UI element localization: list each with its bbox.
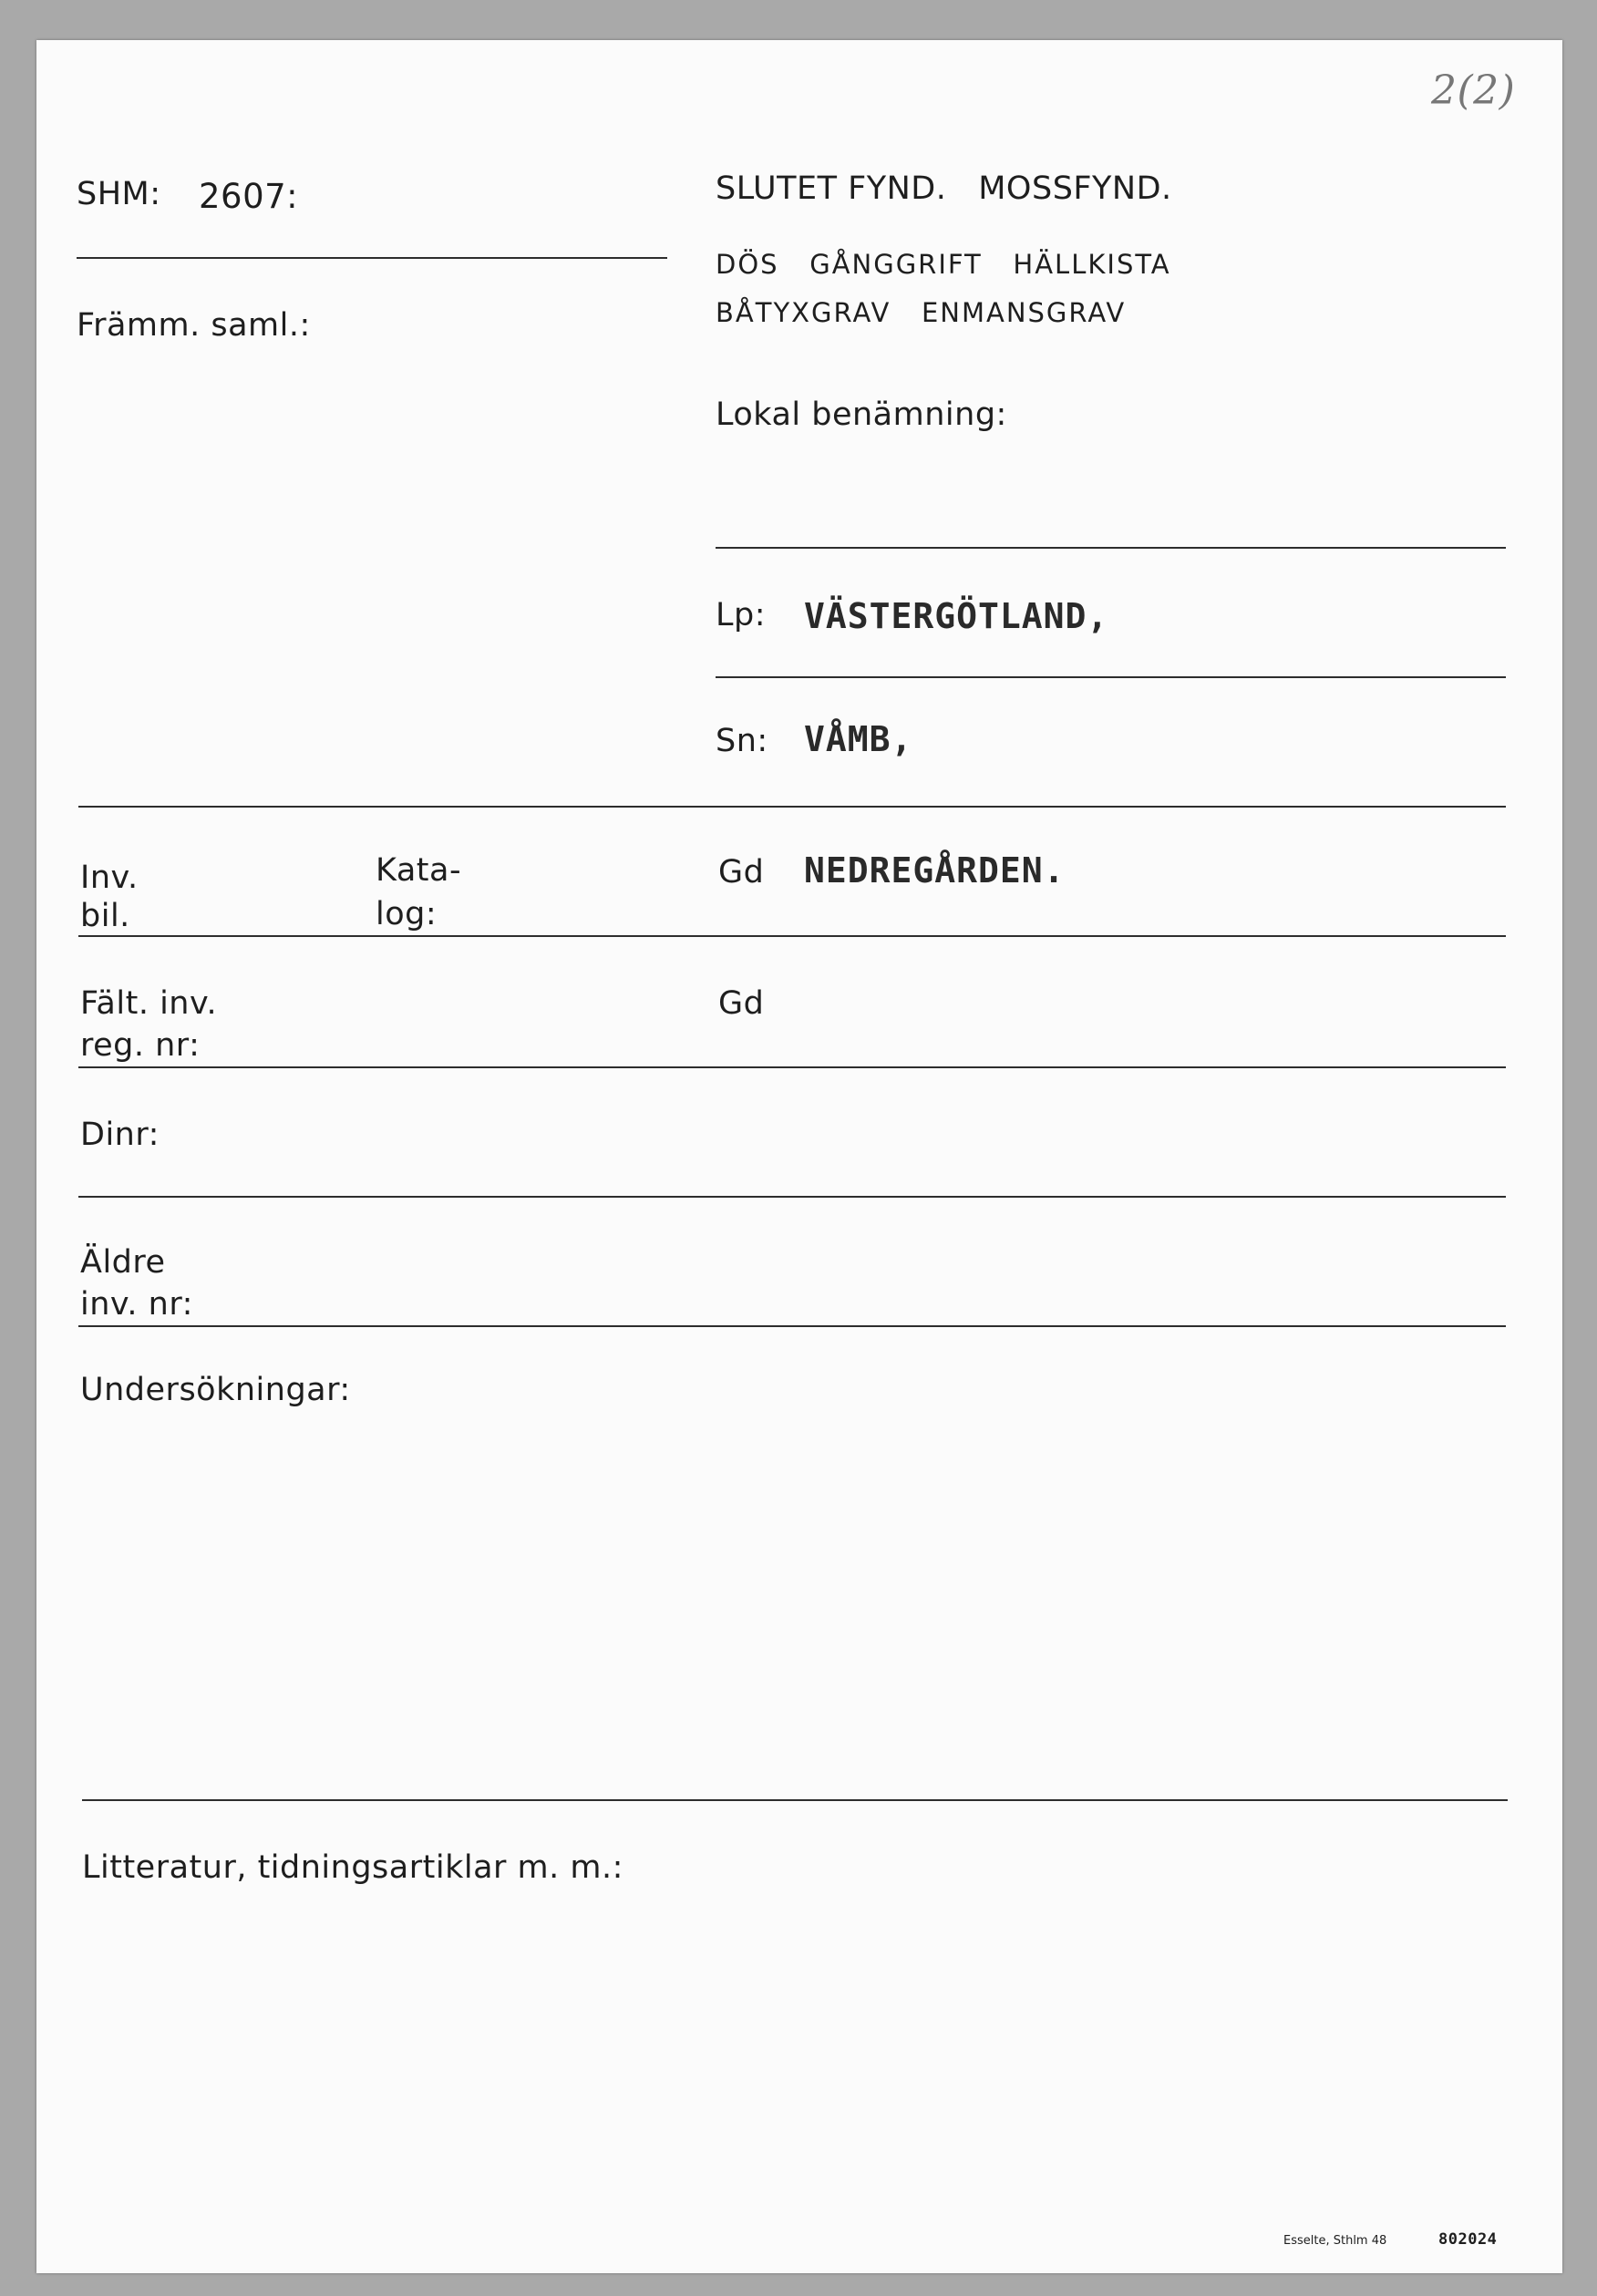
lp-underline <box>716 676 1506 678</box>
framm-saml-label: Främm. saml.: <box>77 307 311 344</box>
inv-nr-label: inv. nr: <box>80 1286 193 1323</box>
litteratur-label: Litteratur, tidningsartiklar m. m.: <box>82 1849 623 1886</box>
page-marker: 2(2) <box>1431 67 1516 114</box>
log-label: log: <box>376 896 438 932</box>
sn-label: Sn: <box>716 723 768 759</box>
lp-value: VÄSTERGÖTLAND, <box>804 596 1109 636</box>
kata-label: Kata- <box>376 852 462 889</box>
sn-underline <box>78 806 1506 808</box>
gd-label-2: Gd <box>718 985 765 1022</box>
shm-underline <box>77 257 667 259</box>
dinr-underline <box>78 1196 1506 1198</box>
shm-label: SHM: <box>77 176 161 212</box>
lp-label: Lp: <box>716 597 767 633</box>
undersokningar-underline <box>82 1799 1508 1801</box>
catalog-card <box>36 40 1562 2273</box>
falt-inv-label: Fält. inv. <box>80 985 218 1022</box>
printer-imprint: Esselte, Sthlm 48 <box>1283 2234 1387 2248</box>
sn-value: VÅMB, <box>804 719 913 759</box>
aldre-label: Äldre <box>80 1244 166 1281</box>
grave-types-line1: DÖS GÅNGGRIFT HÄLLKISTA <box>716 249 1171 280</box>
grave-types-line2: BÅTYXGRAV ENMANSGRAV <box>716 297 1127 328</box>
bil-label: bil. <box>80 898 130 934</box>
gd-value-1: NEDREGÅRDEN. <box>804 850 1066 891</box>
dinr-label: Dinr: <box>80 1117 160 1153</box>
undersokningar-label: Undersökningar: <box>80 1372 351 1408</box>
form-number: 802024 <box>1438 2230 1498 2249</box>
inv-underline <box>78 935 1506 937</box>
inv-label: Inv. <box>80 860 139 896</box>
lokal-benamning-label: Lokal benämning: <box>716 396 1007 433</box>
falt-underline <box>78 1066 1506 1068</box>
aldre-underline <box>78 1325 1506 1327</box>
gd-label-1: Gd <box>718 854 765 891</box>
card-title: SLUTET FYND. MOSSFYND. <box>716 170 1172 207</box>
reg-nr-label: reg. nr: <box>80 1027 201 1064</box>
shm-value: 2607: <box>199 177 299 216</box>
lokal-underline <box>716 547 1506 549</box>
